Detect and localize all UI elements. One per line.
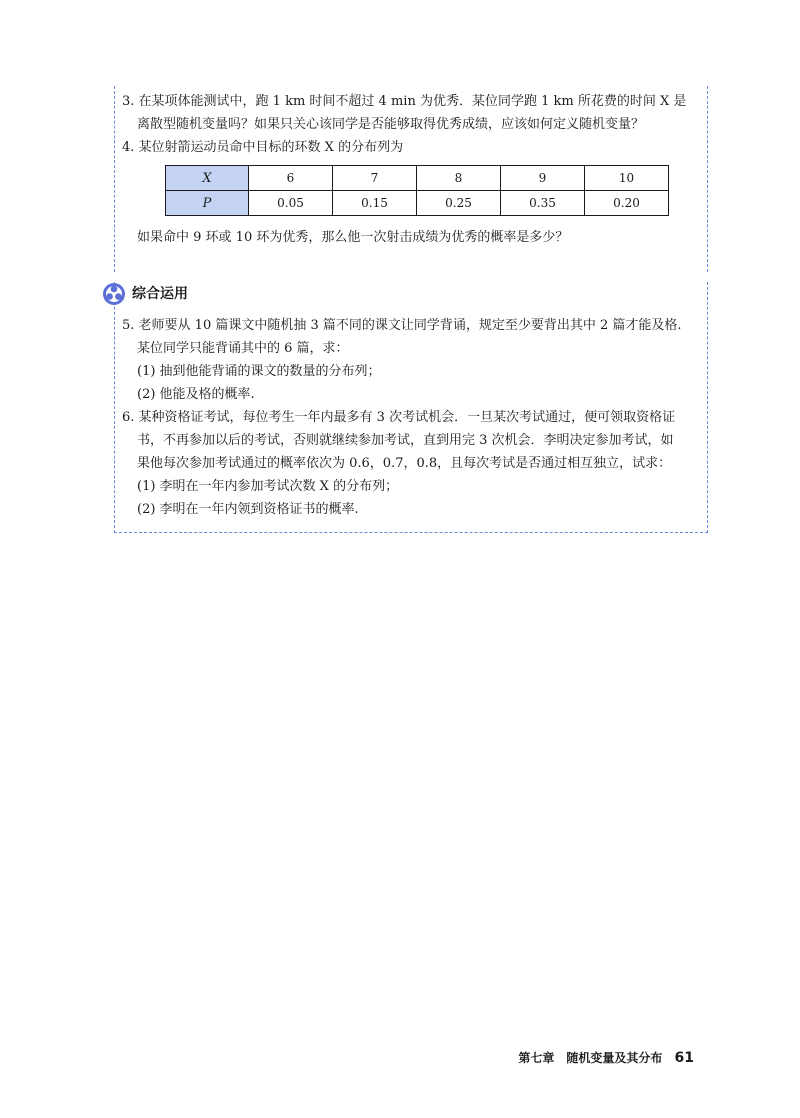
section-title: 综合运用: [132, 286, 188, 302]
table-row-x: [166, 166, 669, 191]
problem-5-text-2: 某位同学只能背诵其中的 6 篇，求：: [137, 341, 349, 356]
problem-6-text-2: 书，不再参加以后的考试，否则就继续参加考试，直到用完 3 次机会．李明决定参加考试，如: [137, 433, 674, 448]
problem-3-text-2: 离散型随机变量吗？如果只关心该同学是否能够取得优秀成绩，应该如何定义随机变量？: [137, 117, 645, 132]
chapter-title: 第七章 随机变量及其分布: [518, 1051, 663, 1065]
problem-5-sub-2: (2) 他能及格的概率.: [137, 387, 255, 402]
problem-5-number: 5.: [122, 318, 135, 333]
table-header-p: P: [166, 191, 249, 216]
problem-4-question: 如果命中 9 环或 10 环为优秀，那么他一次射击成绩为优秀的概率是多少？: [137, 230, 569, 245]
problem-5-line-1: [122, 316, 682, 336]
problem-3-text-1: 在某项体能测试中，跑 1 km 时间不超过 4 min 为优秀．某位同学跑 1 km 所花费的时间 X 是: [138, 94, 687, 109]
problem-4-line-1: [122, 138, 403, 158]
page-number: 61: [674, 1050, 694, 1066]
problem-4-number: 4.: [122, 140, 135, 155]
section-emblem-icon: [102, 282, 126, 306]
table-cell: 9: [501, 166, 585, 191]
problem-3-number: 3.: [122, 94, 135, 109]
table-cell: 10: [585, 166, 669, 191]
problem-4-text-1: 某位射箭运动员命中目标的环数 X 的分布列为: [138, 140, 404, 155]
problem-6-number: 6.: [122, 410, 135, 425]
table-cell: 0.15: [333, 191, 417, 216]
page-footer: [518, 1049, 694, 1066]
table-cell: 6: [249, 166, 333, 191]
distribution-table: [165, 165, 669, 216]
problem-6-text-1: 某种资格证考试，每位考生一年内最多有 3 次考试机会．一旦某次考试通过，便可领取资格证: [138, 410, 676, 425]
problem-6-sub-2: (2) 李明在一年内领到资格证书的概率.: [137, 502, 359, 517]
problem-3-line-1: [122, 92, 686, 112]
table-cell: 7: [333, 166, 417, 191]
table-cell: 0.20: [585, 191, 669, 216]
problem-5-sub-1: (1) 抽到他能背诵的课文的数量的分布列；: [137, 364, 381, 379]
problem-6-sub-1: (1) 李明在一年内参加考试次数 X 的分布列；: [137, 479, 399, 494]
problem-6-text-3: 果他每次参加考试通过的概率依次为 0.6，0.7，0.8，且每次考试是否通过相互独立，试求：: [137, 456, 672, 471]
table-cell: 0.35: [501, 191, 585, 216]
table-cell: 8: [417, 166, 501, 191]
table-header-x: X: [166, 166, 249, 191]
table-cell: 0.25: [417, 191, 501, 216]
table-row-p: [166, 191, 669, 216]
problem-6-line-1: [122, 408, 675, 428]
problem-5-text-1: 老师要从 10 篇课文中随机抽 3 篇不同的课文让同学背诵，规定至少要背出其中 2 篇才能及格.: [138, 318, 682, 333]
table-cell: 0.05: [249, 191, 333, 216]
